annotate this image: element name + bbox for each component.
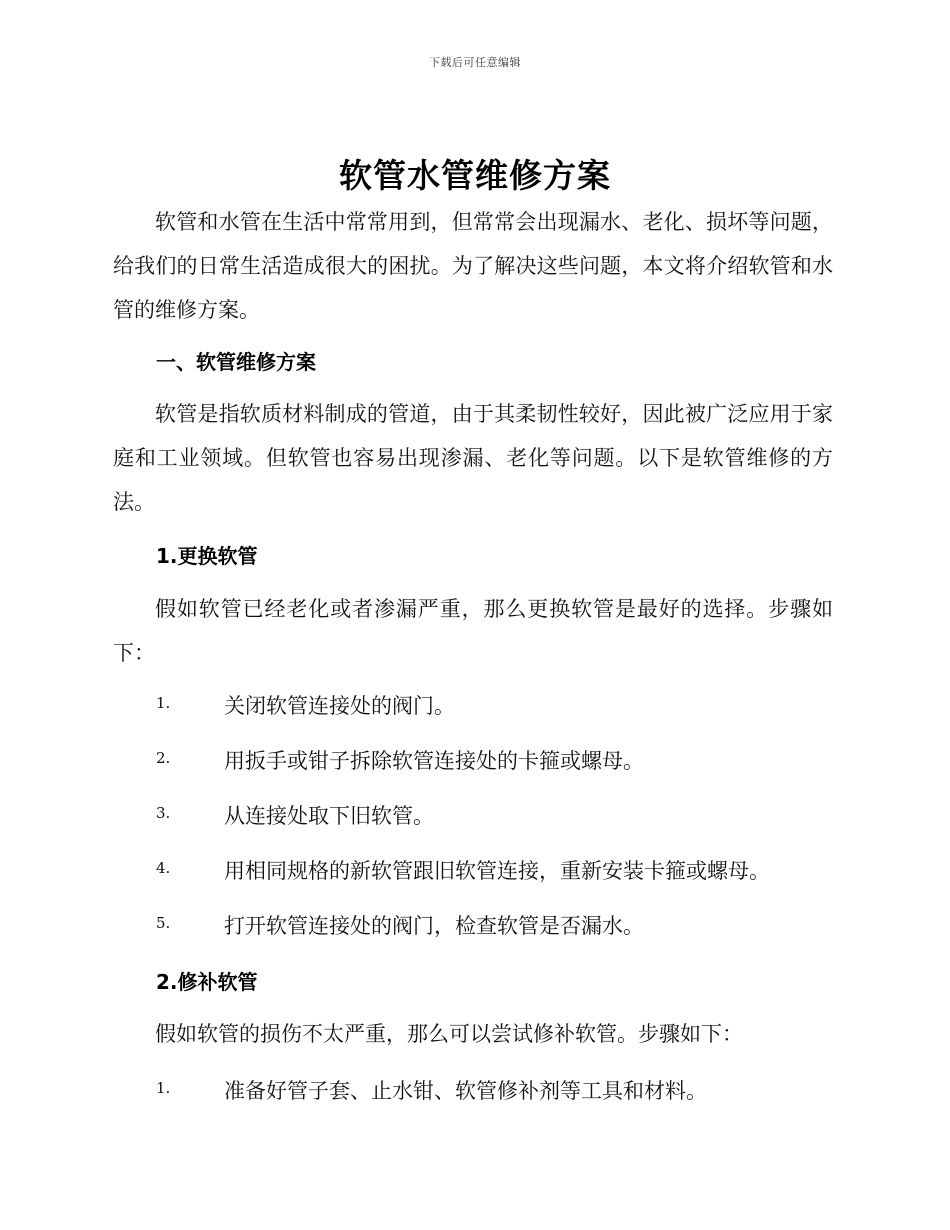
list-text: 准备好管子套、止水钳、软管修补剂等工具和材料。 [224,1079,707,1103]
list-item [156,690,836,720]
list-text: 关闭软管连接处的阀门。 [224,694,455,718]
list-text: 打开软管连接处的阀门，检查软管是否漏水。 [224,914,644,938]
list-item [156,1075,836,1105]
section-heading-hose-repair: 一、软管维修方案 [156,350,316,374]
list-text: 从连接处取下旧软管。 [224,804,434,828]
document-title: 软管水管维修方案 [339,156,611,195]
list-text: 用相同规格的新软管跟旧软管连接，重新安装卡箍或螺母。 [224,859,770,883]
list-number: 3. [156,804,171,822]
list-number: 1. [156,694,171,712]
list-item [156,910,836,940]
list-item [156,745,836,775]
list-text: 用扳手或钳子拆除软管连接处的卡箍或螺母。 [224,749,644,773]
list-number: 4. [156,859,171,877]
replace-hose-paragraph: 假如软管已经老化或者渗漏严重，那么更换软管是最好的选择。步骤如下： [113,597,833,665]
list-item [156,800,836,830]
header-note: 下载后可任意编辑 [429,56,521,69]
list-item [156,855,836,885]
subsection-heading-patch-hose: 2.修补软管 [156,970,258,994]
intro-paragraph: 软管和水管在生活中常常用到，但常常会出现漏水、老化、损坏等问题，给我们的日常生活造成很大的困扰。为了解决这些问题，本文将介绍软管和水管的维修方案。 [113,210,833,322]
section1-paragraph: 软管是指软质材料制成的管道，由于其柔韧性较好，因此被广泛应用于家庭和工业领域。但软管也容易出现渗漏、老化等问题。以下是软管维修的方法。 [113,402,833,514]
list-number: 2. [156,749,171,767]
subsection-heading-replace-hose: 1.更换软管 [156,544,258,568]
list-number: 1. [156,1079,171,1097]
list-number: 5. [156,914,171,932]
patch-hose-paragraph: 假如软管的损伤不太严重，那么可以尝试修补软管。步骤如下： [155,1022,743,1046]
